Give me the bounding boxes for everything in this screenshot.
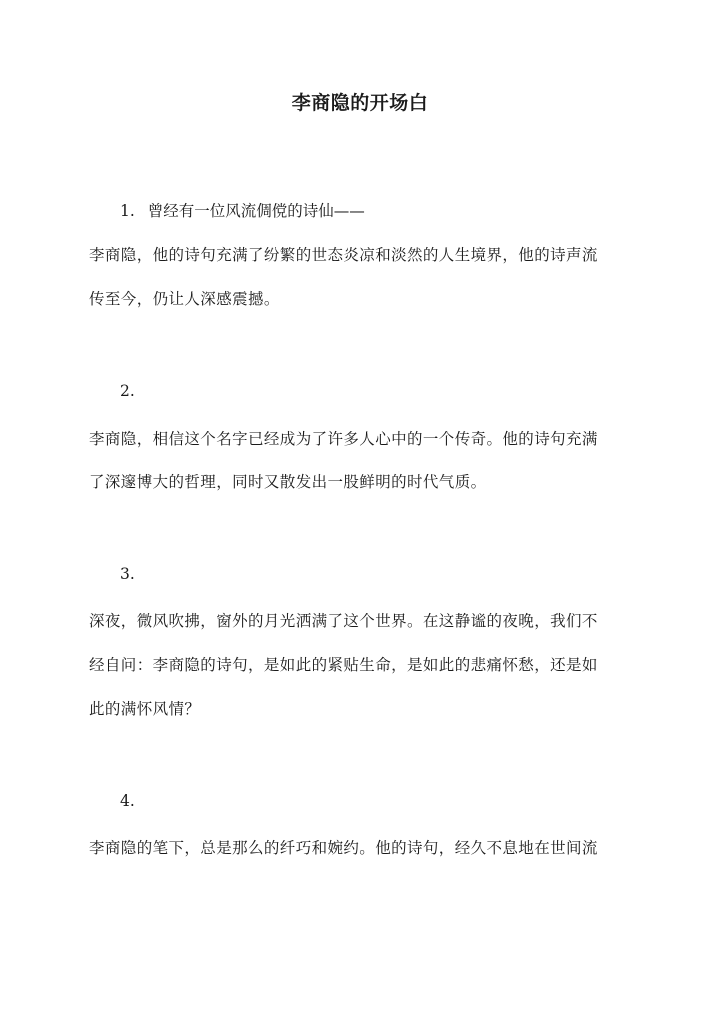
item-4-line-1: 李商隐的笔下，总是那么的纤巧和婉约。他的诗句，经久不息地在世间流 bbox=[89, 839, 598, 857]
item-4-number: 4. bbox=[120, 792, 135, 810]
item-2-line-2: 了深邃博大的哲理，同时又散发出一股鲜明的时代气质。 bbox=[89, 473, 487, 491]
item-2-line-1: 李商隐，相信这个名字已经成为了许多人心中的一个传奇。他的诗句充满 bbox=[89, 430, 598, 448]
item-1-number-line bbox=[120, 199, 365, 221]
item-3-number: 3. bbox=[120, 565, 135, 583]
item-1-number: 1. bbox=[120, 202, 135, 220]
item-3-line-1: 深夜，微风吹拂，窗外的月光洒满了这个世界。在这静谧的夜晚，我们不 bbox=[89, 612, 598, 630]
document-title: 李商隐的开场白 bbox=[291, 92, 429, 114]
item-2-number: 2. bbox=[120, 382, 135, 400]
item-1-lead: 曾经有一位风流倜傥的诗仙—— bbox=[147, 202, 365, 220]
item-1-line-1: 李商隐，他的诗句充满了纷繁的世态炎凉和淡然的人生境界，他的诗声流 bbox=[89, 246, 598, 264]
item-3-line-3: 此的满怀风情？ bbox=[89, 700, 201, 718]
item-1-line-2: 传至今，仍让人深感震撼。 bbox=[89, 290, 280, 308]
item-3-line-2: 经自问：李商隐的诗句，是如此的紧贴生命，是如此的悲痛怀愁，还是如 bbox=[89, 656, 598, 674]
